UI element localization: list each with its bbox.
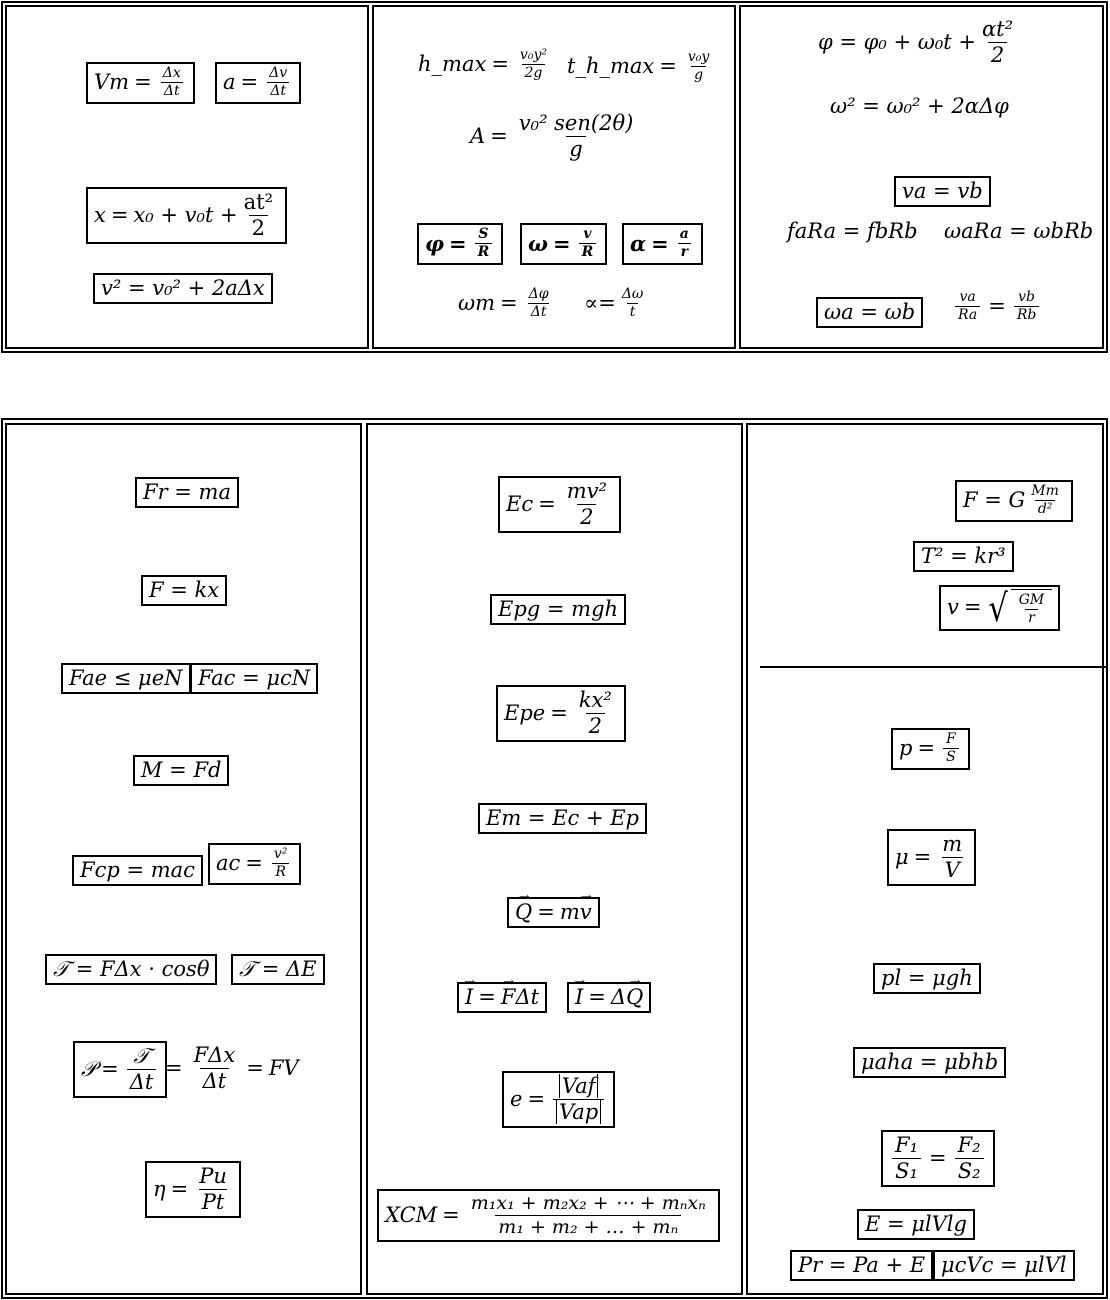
efficiency-formula: η = $\frac{Pu}{Pt}$ [145,1161,241,1218]
energy-cell [366,423,743,1295]
angular-position-time-formula [818,18,1019,67]
ac-den: R [272,863,289,880]
pascal-num1: F₁ [895,1133,918,1157]
centripetal-force-formula: Fcp = mac [72,855,203,886]
angular-acceleration-formula: α = $\frac{a}{r}$ [622,223,703,265]
static-friction-formula: Fae ≤ μeN [61,663,191,694]
pos-rhs: x₀ + v₀t + [133,203,238,228]
ratio-den-b: Rb [1014,306,1040,323]
a-den: Δt [267,82,289,99]
alpha-den: r [678,243,691,260]
angular-torricelli-formula: ω² = ω₀² + 2αΔφ [830,94,1009,118]
buoyancy-formula: E = μlVlg [857,1209,975,1240]
pascal-formula: $\frac{\text{F₁}}{\text{S₁}}$ = $\frac{\text{F₂}}{\text{S₂}}$ [881,1130,995,1187]
gravitation-fluids-divider [760,666,1108,668]
newton-second-law-formula: Fr = ma [135,477,239,508]
pos-lhs: x [94,203,106,228]
power-num1: 𝒯 [133,1044,150,1068]
pressure-lhs: p [899,736,913,761]
efficiency-den: Pt [199,1189,228,1214]
average-angular-acceleration-formula [584,287,649,321]
angular-velocity-equal-formula: ωa = ωb [816,297,923,328]
impulse-f: F → [501,986,516,1009]
pascal-den2: S₂ [955,1158,984,1183]
kinetic-friction-formula: Fac = μcN [190,663,318,694]
position-formula: x = x₀ + v₀t + $\frac{\text{at²}}{2}$ [86,187,287,244]
power-expansion: = $\frac{\text{FΔx}}{\Delta t}$ = FV [165,1043,299,1094]
orbital-lhs: v [947,595,959,620]
alpham-num: Δω [621,286,644,302]
kepler-third-law-formula: T² = kr³ [913,541,1014,572]
omegam-num: Δφ [528,286,549,302]
omega-lhs: ω [528,231,548,257]
grav-lhs: F = G [963,488,1026,513]
alpham-lhs: ∝= [584,291,616,316]
epe-den: 2 [586,713,605,738]
frequency-radius-formula: faRa = fbRb [787,219,918,243]
power-den2: Δt [200,1068,230,1093]
phi-eq-num: αt² [981,17,1014,41]
vm-den: Δt [161,82,183,99]
orbital-den: r [1025,609,1038,626]
sqrt-sign: √ $\frac{GM}{r}$ [986,589,1052,627]
apparent-weight-formula: Pr = Pa + E [790,1250,933,1281]
communicating-vessels-formula: μaha = μbhb [853,1047,1006,1078]
elastic-energy-formula: Epe = $\frac{\text{kx²}}{2}$ [496,685,626,742]
velocity-radius-ratio-formula: $\frac{va}{Ra}$ = $\frac{vb}{Rb}$ [952,290,1042,324]
power-formula: 𝒫 = $\frac{\text{𝒯}}{\Delta t}$ [73,1041,167,1098]
ratio-den-a: Ra [955,306,980,323]
work-formula: 𝒯 = FΔx · cosθ [45,954,217,985]
epe-num: kx² [578,688,612,712]
efficiency-lhs: η [153,1177,166,1202]
ac-lhs: ac [216,851,241,876]
efficiency-num: Pu [199,1164,227,1188]
ec-den: 2 [577,504,596,529]
range-lhs: A [470,124,486,149]
a-num: Δv [269,65,288,81]
omegam-lhs: ωm [458,291,496,316]
vm-num: Δx [162,65,181,81]
omega-den: R [579,243,597,260]
momentum-q: Q → [515,901,532,924]
linear-velocity-equal-formula: va = vb [894,176,991,207]
work-energy-formula: 𝒯 = ΔE [231,954,325,985]
thmax-num: v₀y [687,49,710,65]
impulse-momentum-formula: I → = Δ Q → [567,982,651,1013]
momentum-formula: Q → = m v → [507,897,600,928]
stevin-formula: pl = μgh [873,963,981,994]
gravitational-energy-formula: Epg = mgh [490,594,626,625]
max-height-formula: h_max = $\frac{\text{v₀y²}}{2g}$ [418,48,553,82]
alpham-den: t [627,303,639,320]
phi-den: R [475,243,493,260]
ac-num: v² [273,846,288,862]
orbital-num: GM [1018,591,1045,608]
cm-den: m₁ + m₂ + … + mₙ [495,1215,681,1238]
a-lhs: a [223,70,236,95]
power-num2: FΔx [193,1043,236,1067]
momentum-v: v → [580,901,592,924]
range-num: v₀² sen(2θ) [518,111,634,135]
floating-formula: μcVc = μlVl [933,1250,1075,1281]
alpha-num: a [679,226,689,242]
ec-num: mv² [566,479,607,503]
range-formula: A = $\frac{\text{v₀² sen(2θ)}}{g}$ [470,112,639,161]
phi-lhs: φ [425,231,445,257]
kinetic-energy-formula: Ec = $\frac{\text{mv²}}{2}$ [498,476,621,533]
time-max-height-formula: t_h_max = $\frac{\text{v₀y}}{g}$ [567,50,715,84]
hmax-lhs: h_max [418,52,487,77]
universal-gravitation-formula [955,480,1073,522]
density-num: m [942,832,963,856]
restitution-num: Vaf [559,1074,599,1098]
average-angular-velocity-formula: ωm = $\frac{\Delta\varphi}{\Delta t}$ [458,287,555,321]
angular-velocity-formula: ω = $\frac{v}{R}$ [520,223,607,265]
orbital-velocity-formula: v = √ $\frac{GM}{r}$ [939,585,1060,631]
centripetal-acceleration-formula: ac = $\frac{\text{v²}}{R}$ [208,843,301,885]
pressure-den: S [943,748,959,765]
acceleration-formula: a = $\frac{\Delta v}{\Delta t}$ [215,62,301,104]
mechanical-energy-formula: Em = Ec + Ep [478,803,647,834]
epe-lhs: Epe [504,701,546,726]
impulse-i: I → [465,986,473,1009]
power-den1: Δt [127,1069,157,1094]
impulse-formula: I → = F → Δt [457,982,547,1013]
power-lhs: 𝒫 [81,1057,97,1082]
phi-eq-den: 2 [988,42,1007,67]
hmax-num: v₀y² [519,47,547,63]
moment-formula: M = Fd [133,755,229,786]
ratio-num-a: va [959,289,976,305]
vm-lhs: Vm [94,70,130,95]
ratio-num-b: vb [1018,289,1036,305]
density-den: V [942,857,963,882]
angular-position-formula: φ = $\frac{S}{R}$ [417,223,503,265]
center-of-mass-formula: XCM = $\frac{\text{m₁x₁ + m₂x₂ + ⋯ + mₙxₙ}}{\text{m₁ + m₂ + … + mₙ}}$ [377,1189,720,1242]
angular-radius-formula: ωaRa = ωbRb [944,219,1094,243]
restitution-den: Vap [556,1100,601,1124]
grav-den: d² [1035,500,1056,517]
pressure-formula: p = $\frac{F}{S}$ [891,728,970,770]
density-lhs: μ [895,845,909,870]
phi-num: S [478,226,489,242]
impulse2-q: Q → [626,986,643,1009]
cm-lhs: XCM [385,1202,438,1227]
power-rhs: FV [268,1056,299,1081]
impulse2-i: I → [575,986,583,1009]
average-velocity-formula: Vm = $\frac{\Delta x}{\Delta t}$ [86,62,195,104]
thmax-lhs: t_h_max [567,54,655,79]
phi-eq: φ = φ₀ + ω₀t + [818,30,976,55]
alpha-lhs: α [630,231,647,257]
pressure-num: F [946,731,956,747]
hmax-den: 2g [522,64,546,81]
pascal-num2: F₂ [957,1133,981,1157]
grav-num: Mm [1031,483,1059,499]
restitution-formula: e = $\frac{\text{Vaf}}{\text{Vap}}$ [502,1071,615,1128]
hooke-law-formula: F = kx [141,575,227,606]
pos-num: at² [243,190,274,214]
omega-num: v [583,226,592,242]
pascal-den1: S₁ [892,1158,921,1183]
torricelli-formula: v² = v₀² + 2aΔx [93,273,273,304]
range-den: g [566,136,585,161]
density-formula: μ = $\frac{m}{V}$ [887,829,976,886]
cm-num: m₁x₁ + m₂x₂ + ⋯ + mₙxₙ [470,1192,706,1214]
pos-den: 2 [249,215,268,240]
ec-lhs: Ec [506,492,534,517]
omegam-den: Δt [528,303,550,320]
thmax-den: g [691,66,706,83]
restitution-lhs: e [510,1087,523,1112]
